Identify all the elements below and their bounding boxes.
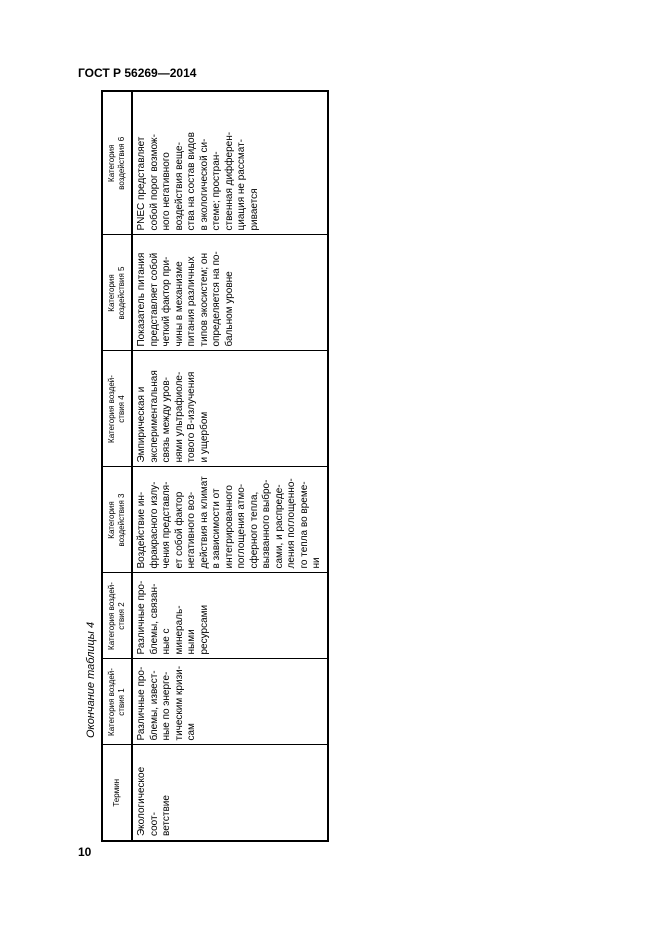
- column-header: Категория воздей- ствия 1: [102, 659, 132, 745]
- table-header-row: [102, 91, 132, 841]
- page-number: 10: [78, 845, 92, 859]
- column-header: Термин: [102, 745, 132, 841]
- table-caption: Окончание таблицы 4: [85, 621, 97, 738]
- column-header: Категория воздействия 5: [102, 235, 132, 351]
- column-header: Категория воздей- ствия 4: [102, 351, 132, 467]
- table-cell: Показатель питания представляет собой четкий фактор при- чины в механизме питания различных типов экосистем; он определяется на по- бальном уровне: [132, 235, 328, 351]
- document-header: ГОСТ Р 56269—2014: [78, 66, 197, 80]
- impact-category-table: [101, 90, 329, 842]
- table-cell: Различные про- блемы, извест- ные по энерге- тическим кризи- сам: [132, 659, 328, 745]
- column-header: Категория воздействия 6: [102, 91, 132, 235]
- table-cell: Различные про- блемы, связан- ные с минераль- ными ресурсами: [132, 573, 328, 659]
- table-row: [132, 91, 328, 841]
- term-cell: Экологическое соот- ветствие: [132, 745, 328, 841]
- table-cell: Эмпирическая и экспериментальная связь между уров- нями ультрафиоле- тового В-излучения и ущербом: [132, 351, 328, 467]
- table-cell: PNEC представляет собой порог возмож- ного негативного воздействия веще- ства на состав видов в экологической си- стеме; простран- ственная дифферен- циация не рассмат- ривается: [132, 91, 328, 235]
- column-header: Категория воздействия 3: [102, 467, 132, 573]
- rotated-table-container: [101, 92, 322, 842]
- column-header: Категория воздей- ствия 2: [102, 573, 132, 659]
- table-cell: Воздействие ин- фракрасного излу- чения представля- ет собой фактор негативного воз- действия на климат в зависимости от интегрированного поглощения атмо- сферного тепла, вызванного выбро- сами, и распреде- ления поглощенно- го тепла во време- ни: [132, 467, 328, 573]
